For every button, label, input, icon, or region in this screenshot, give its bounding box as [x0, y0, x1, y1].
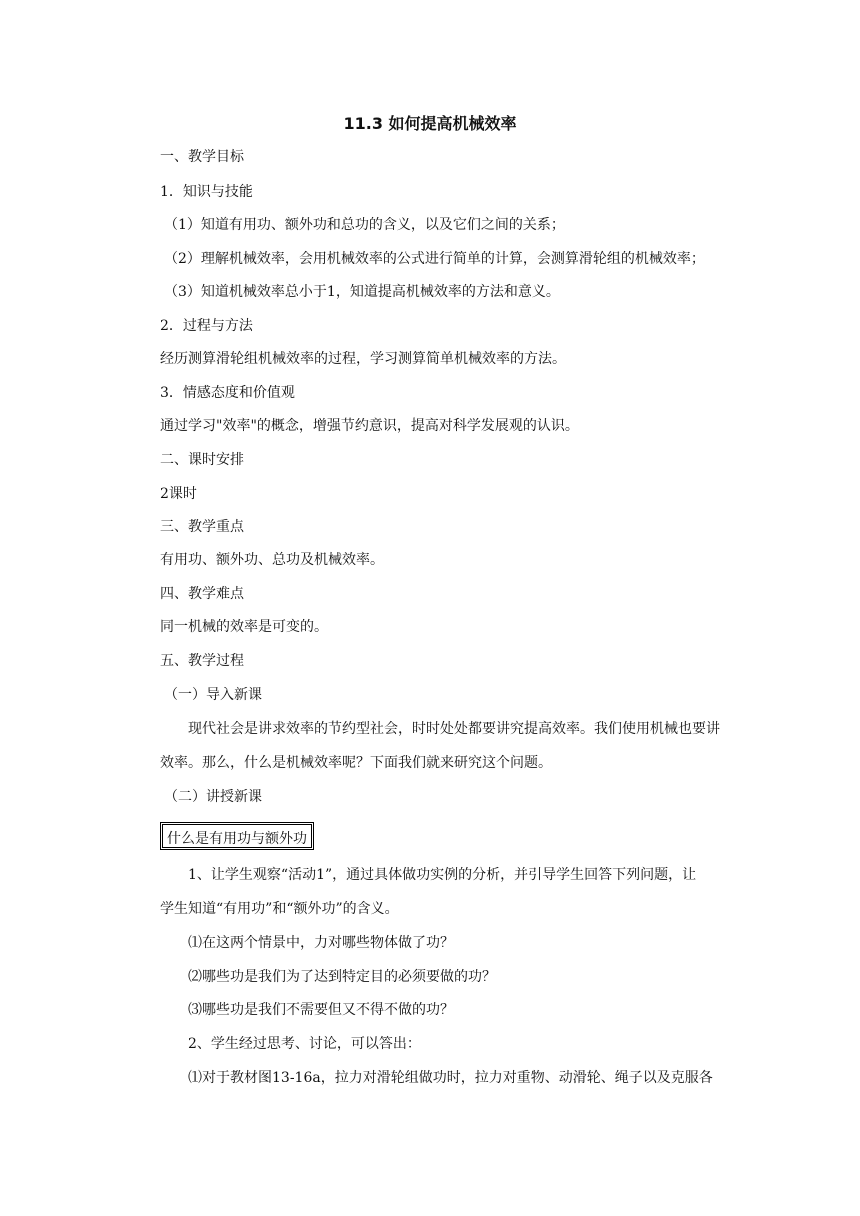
- section-heading-key-points: 三、教学重点: [160, 519, 244, 535]
- document-title: 11.3 如何提高机械效率: [343, 114, 517, 133]
- objective-item-2: （2）理解机械效率，会用机械效率的公式进行简单的计算，会测算滑轮组的机械效率；: [164, 251, 705, 267]
- schedule-text: 2课时: [160, 486, 197, 502]
- attitude-values-text: 通过学习"效率"的概念，增强节约意识，提高对科学发展观的认识。: [160, 418, 579, 434]
- key-points-text: 有用功、额外功、总功及机械效率。: [160, 552, 384, 568]
- subheading-process-method: 2．过程与方法: [160, 318, 253, 334]
- objective-item-1: （1）知道有用功、额外功和总功的含义，以及它们之间的关系；: [164, 217, 565, 233]
- subheading-knowledge-skills: 1．知识与技能: [160, 184, 253, 200]
- lesson-paragraph-line-1: 1、让学生观察“活动1”，通过具体做功实例的分析，并引导学生回答下列问题，让: [188, 867, 697, 883]
- lesson-paragraph-line-2: 学生知道“有用功”和“额外功”的含义。: [160, 901, 399, 917]
- boxed-heading: 什么是有用功与额外功: [160, 822, 314, 850]
- subheading-introduction: （一）导入新课: [164, 687, 262, 703]
- subheading-attitude-values: 3．情感态度和价值观: [160, 385, 295, 401]
- difficulties-text: 同一机械的效率是可变的。: [160, 619, 328, 635]
- section-heading-objectives: 一、教学目标: [160, 149, 244, 165]
- process-method-text: 经历测算滑轮组机械效率的过程，学习测算简单机械效率的方法。: [160, 351, 566, 367]
- question-3: ⑶哪些功是我们不需要但又不得不做的功？: [188, 1002, 454, 1018]
- section-heading-process: 五、教学过程: [160, 653, 244, 669]
- section-heading-difficulties: 四、教学难点: [160, 586, 244, 602]
- objective-item-3: （3）知道机械效率总小于1，知道提高机械效率的方法和意义。: [164, 284, 560, 300]
- subheading-new-lesson: （二）讲授新课: [164, 789, 262, 805]
- introduction-paragraph-line-2: 效率。那么，什么是机械效率呢？下面我们就来研究这个问题。: [160, 755, 552, 771]
- introduction-paragraph-line-1: 现代社会是讲求效率的节约型社会，时时处处都要讲究提高效率。我们使用机械也要讲: [188, 721, 720, 737]
- question-1: ⑴在这两个情景中，力对哪些物体做了功？: [188, 935, 454, 951]
- section-heading-schedule: 二、课时安排: [160, 452, 244, 468]
- answer-1: ⑴对于教材图13-16a，拉力对滑轮组做功时，拉力对重物、动滑轮、绳子以及克服各: [188, 1070, 713, 1086]
- answer-intro: 2、学生经过思考、讨论，可以答出：: [188, 1036, 421, 1052]
- question-2: ⑵哪些功是我们为了达到特定目的必须要做的功？: [188, 969, 496, 985]
